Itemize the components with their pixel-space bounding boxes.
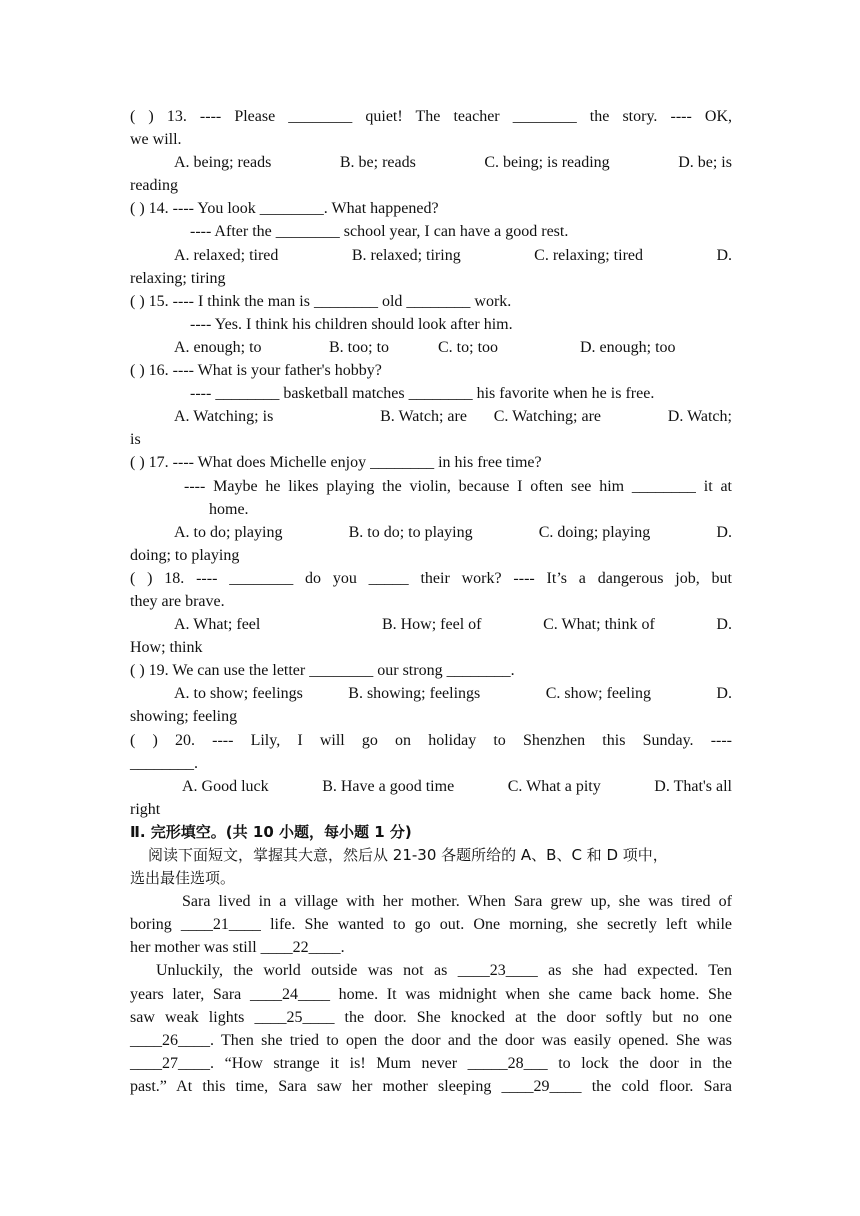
option-c: C. What a pity	[507, 777, 601, 795]
passage-line: boring ____21____ life. She wanted to go out. One morning, she secretly left while	[130, 916, 732, 934]
question-16-options	[130, 405, 732, 428]
question-15-options	[130, 336, 732, 359]
option-a: A. to do; playing	[174, 523, 283, 541]
option-c: C. What; think of	[543, 616, 655, 634]
option-d-cont: reading	[130, 177, 178, 195]
passage-line: her mother was still ____22____.	[130, 939, 345, 957]
question-15: ( ) 15. ---- I think the man is ________ old ________ work.	[130, 292, 512, 310]
option-a: A. being; reads	[174, 154, 272, 172]
option-c: C. show; feeling	[545, 685, 652, 703]
option-c: C. being; is reading	[484, 154, 610, 172]
question-16: ( ) 16. ---- What is your father's hobby?	[130, 362, 382, 380]
option-d-cont: showing; feeling	[130, 708, 238, 726]
option-b: B. relaxed; tiring	[351, 246, 461, 264]
passage-line: years later, Sara ____24____ home. It was midnight when she came back home. She	[130, 985, 732, 1003]
passage-line: Unluckily, the world outside was not as ____23____ as she had expected. Ten	[156, 962, 732, 980]
option-d-cont: relaxing; tiring	[130, 269, 226, 287]
option-b: B. too; to	[329, 338, 390, 356]
option-d: D. enough; too	[580, 338, 676, 356]
section-instructions-cont: 选出最佳选项。	[130, 869, 236, 888]
option-c: C. Watching; are	[493, 408, 601, 426]
question-17: ( ) 17. ---- What does Michelle enjoy ________ in his free time?	[130, 454, 542, 472]
option-c: C. doing; playing	[538, 523, 651, 541]
passage-line: past.” At this time, Sara saw her mother sleeping ____29____ the cold floor. Sara	[130, 1077, 732, 1095]
option-d-cont: right	[130, 800, 161, 818]
option-b: B. showing; feelings	[348, 685, 481, 703]
question-17-reply-cont: home.	[209, 500, 249, 518]
question-19: ( ) 19. We can use the letter ________ our strong ________.	[130, 662, 515, 680]
option-a: A. Watching; is	[174, 408, 274, 426]
option-c: C. to; too	[438, 338, 499, 356]
question-13: ( ) 13. ---- Please ________ quiet! The teacher ________ the story. ---- OK,	[130, 108, 732, 125]
option-b: B. Watch; are	[380, 408, 467, 426]
option-c: C. relaxing; tired	[534, 246, 643, 264]
option-d: D.	[716, 523, 732, 541]
question-20-cont: ________.	[130, 754, 198, 772]
exam-content	[130, 105, 732, 1098]
passage-line: ____26____. Then she tried to open the door and the door was easily opened. She was	[130, 1031, 732, 1049]
option-d-cont: is	[130, 431, 141, 449]
passage-line: ____27____. “How strange it is! Mum never _____28___ to lock the door in the	[130, 1054, 732, 1072]
question-13-cont: we will.	[130, 131, 182, 149]
option-d: D. be; is	[678, 154, 732, 172]
question-13-options	[130, 151, 732, 174]
question-15-reply: ---- Yes. I think his children should look after him.	[190, 315, 513, 333]
option-b: B. How; feel of	[381, 616, 482, 634]
option-b: B. be; reads	[339, 154, 416, 172]
question-19-options	[130, 682, 732, 705]
option-d: D.	[716, 246, 732, 264]
option-a: A. relaxed; tired	[174, 246, 279, 264]
question-17-options	[130, 521, 732, 544]
question-20: ( ) 20. ---- Lily, I will go on holiday to Shenzhen this Sunday. ----	[130, 731, 732, 749]
passage-line: saw weak lights ____25____ the door. She knocked at the door softly but no one	[130, 1008, 732, 1026]
option-d-cont: doing; to playing	[130, 546, 240, 564]
question-18: ( ) 18. ---- ________ do you _____ their work? ---- It’s a dangerous job, but	[130, 569, 732, 587]
question-14-options	[130, 244, 732, 267]
question-14: ( ) 14. ---- You look ________. What happened?	[130, 200, 439, 218]
option-d: D. That's all	[654, 777, 732, 795]
question-16-reply: ---- ________ basketball matches ________ his favorite when he is free.	[190, 385, 655, 403]
option-d: D.	[716, 616, 732, 634]
question-14-reply: ---- After the ________ school year, I can have a good rest.	[190, 223, 569, 241]
option-a: A. What; feel	[174, 616, 261, 634]
question-20-options	[130, 775, 732, 798]
option-a: A. to show; feelings	[174, 685, 303, 703]
option-d: D.	[716, 685, 732, 703]
section-heading: Ⅱ. 完形填空。(共 10 小题，每小题 1 分)	[130, 822, 412, 841]
section-instructions: 阅读下面短文，掌握其大意，然后从 21-30 各题所给的 A、B、C 和 D 项中，	[148, 846, 668, 864]
option-b: B. Have a good time	[322, 777, 455, 795]
option-a: A. enough; to	[174, 338, 262, 356]
question-18-options	[130, 613, 732, 636]
question-17-reply: ---- Maybe he likes playing the violin, because I often see him ________ it at	[184, 477, 732, 495]
option-b: B. to do; to playing	[348, 523, 473, 541]
option-d-cont: How; think	[130, 639, 203, 657]
option-a: A. Good luck	[182, 777, 269, 795]
passage-line: Sara lived in a village with her mother. When Sara grew up, she was tired of	[182, 893, 732, 911]
option-d: D. Watch;	[667, 408, 732, 426]
question-18-cont: they are brave.	[130, 592, 225, 610]
